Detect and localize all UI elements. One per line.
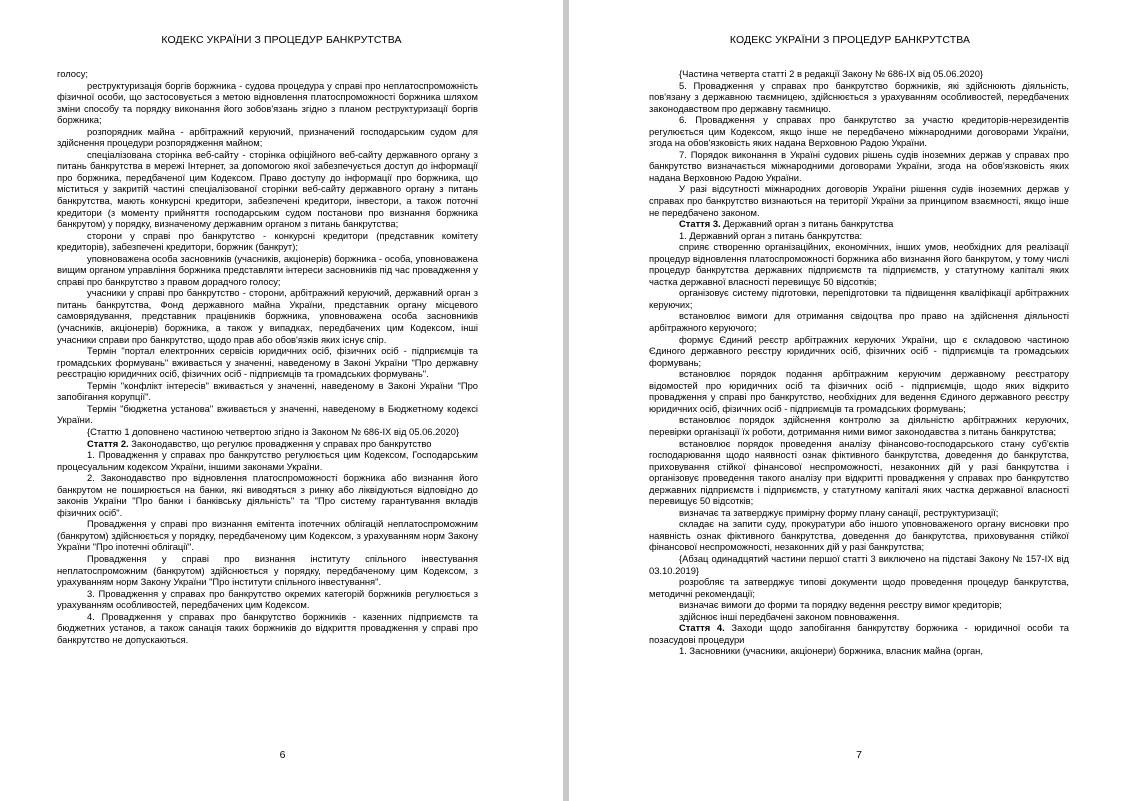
paragraph: 7. Порядок виконання в Україні судових рішень судів іноземних держав у справах про банкрутство визначається міжнародними договорами України, згода на обов'язковість яких надана Верховною Радою України.: [649, 148, 1069, 183]
article-heading: Стаття 4.: [679, 622, 725, 634]
right-page: [569, 0, 1131, 801]
paragraph: розпорядник майна - арбітражний керуючий, призначений господарським судом для здійснення процедури розпорядження майном;: [57, 125, 478, 149]
left-page: [0, 0, 563, 801]
paragraph: Термін "портал електронних сервісів юридичних осіб, фізичних осіб - підприємців та громадських формувань" вживається у значенні, наведеному в Законі України "Про державну реєстрацію юридичних осіб, фізичних осіб - підприємців та громадських формувань".: [57, 345, 478, 380]
page-number: 7: [856, 749, 862, 761]
paragraph: визначає та затверджує примірну форму плану санації, реструктуризації;: [679, 506, 999, 518]
running-header: КОДЕКС УКРАЇНИ З ПРОЦЕДУР БАНКРУТСТВА: [161, 34, 402, 46]
paragraph: учасники у справі про банкрутство - сторони, арбітражний керуючий, державний орган з питань банкрутства, Фонд державного майна України, представник органу місцевого самоврядування, представник працівників боржника, уповноважена особа засновників (учасників, акціонерів) боржника, а також у випадках, передбачених цим Кодексом, інші учасники справи про банкрутство, щодо прав або обов'язків яких існує спір.: [57, 287, 478, 345]
running-header: КОДЕКС УКРАЇНИ З ПРОЦЕДУР БАНКРУТСТВА: [729, 34, 971, 46]
article-title: Державний орган з питань банкрутства: [720, 218, 894, 230]
paragraph: формує Єдиний реєстр арбітражних керуючих України, що є складовою частиною Єдиного державного реєстру юридичних осіб, фізичних осіб - підприємців та громадських формувань;: [649, 333, 1069, 368]
paragraph: 4. Провадження у справах про банкрутство боржників - казенних підприємств та бюджетних установ, а також санація таких боржників до відкриття провадження у справі про банкрутство не допускаються.: [57, 610, 478, 645]
paragraph: реструктуризація боргів боржника - судова процедура у справі про неплатоспроможність фізичної особи, що застосовується з метою відновлення платоспроможності боржника шляхом зміни способу та порядку виконання його зобов'язань згідно з планом реструктуризації боргів боржника;: [57, 79, 478, 126]
page-body: [57, 68, 478, 645]
paragraph: встановлює порядок проведення аналізу фінансово-господарського стану суб'єктів господарювання щодо наявності ознак фіктивного банкрутства, доведення до банкрутства, приховування стійкої фінансової неспроможності, незаконних дій у разі банкрутства і організовує проведення такого аналізу при відкритті провадження у справах про банкрутство державних підприємств і підприємств, у статутному капіталі яких частка державної власності перевищує 50 відсотків;: [649, 437, 1069, 507]
paragraph: голосу;: [57, 68, 88, 79]
paragraph: 1. Провадження у справах про банкрутство регулюється цим Кодексом, Господарським процесуальним кодексом України, іншими законами України.: [57, 449, 478, 472]
paragraph: сприяє створенню організаційних, економічних, інших умов, необхідних для реалізації процедур відновлення платоспроможності боржника або визнання його банкрутом, у тому числі процедур банкрутства державних підприємств та підприємств, у статутному капіталі яких частка державної власності перевищує 50 відсотків;: [649, 241, 1069, 287]
paragraph: Термін "конфлікт інтересів" вживається у значенні, наведеному в Законі України "Про запобігання корупції".: [57, 379, 478, 403]
paragraph: {Абзац одинадцятий частини першої статті 3 виключено на підставі Закону № 157-IX від 03.10.2019}: [649, 552, 1069, 576]
paragraph: сторони у справі про банкрутство - конкурсні кредитори (представник комітету кредиторів), забезпечені кредитори, боржник (банкрут);: [57, 229, 478, 253]
article-heading: Стаття 2.: [87, 437, 129, 449]
paragraph: Термін "бюджетна установа" вживається у значенні, наведеному в Бюджетному кодексі України.: [57, 402, 478, 426]
paragraph: [649, 218, 1069, 230]
article-title: Заходи щодо запобігання банкрутству боржника - юридичної особи та позасудові процедури: [649, 622, 1069, 645]
paragraph: встановлює порядок подання арбітражним керуючим державному реєстратору відомостей про юридичних осіб та фізичних осіб - підприємців, щодо яких відкрито провадження у справі про банкрутство, необхідних для ведення Єдиного державного реєстру юридичних осіб, фізичних осіб - підприємців та громадських формувань;: [649, 368, 1069, 414]
page-number: 6: [279, 749, 286, 761]
paragraph: здійснює інші передбачені законом повноваження.: [679, 610, 900, 622]
paragraph: встановлює вимоги для отримання свідоцтва про право на здійснення діяльності арбітражного керуючого;: [649, 310, 1069, 334]
paragraph: 5. Провадження у справах про банкрутство боржників, які здійснюють діяльність, пов'язану з державною таємницею, здійснюється з урахуванням особливостей, передбачених законодавством про державну таємницю.: [649, 79, 1069, 114]
paragraph: Провадження у справі про визнання емітента іпотечних облігацій неплатоспроможним (банкрутом) здійснюється у порядку, передбаченому цим Кодексом, з урахуванням норм Закону України "Про іпотечні облігації".: [57, 518, 478, 553]
paragraph: [57, 438, 478, 450]
page-body: [649, 68, 1069, 657]
article-title: Законодавство, що регулює провадження у справах про банкрутство: [128, 437, 432, 449]
paragraph: 3. Провадження у справах про банкрутство окремих категорій боржників регулюється з урахуванням особливостей, передбачених цим Кодексом.: [57, 587, 478, 611]
paragraph: 1. Державний орган з питань банкрутства:: [679, 229, 863, 241]
paragraph: визначає вимоги до форми та порядку ведення реєстру вимог кредиторів;: [679, 599, 1002, 611]
paragraph: організовує систему підготовки, перепідготовки та підвищення кваліфікації арбітражних керуючих;: [649, 287, 1069, 310]
paragraph: встановлює порядок здійснення контролю за діяльністю арбітражних керуючих, перевірки організації їх роботи, дотримання ними вимог законодавства з питань банкрутства;: [649, 414, 1069, 437]
paragraph: складає на запити суду, прокуратури або іншого уповноваженого органу висновки про наявність ознак фіктивного банкрутства, доведення до банкрутства, приховування стійкої фінансової неспроможності, незаконних дій у разі банкрутства;: [649, 518, 1069, 553]
paragraph: Провадження у справі про визнання інституту спільного інвестування неплатоспроможним (банкрутом) здійснюється у порядку, передбаченому цим Кодексом, з урахуванням норм Закону України "Про інститути спільного інвестування".: [57, 552, 478, 588]
paragraph: розробляє та затверджує типові документи щодо проведення процедур банкрутства, методичні рекомендації;: [649, 576, 1069, 599]
paragraph: 2. Законодавство про відновлення платоспроможності боржника або визнання його банкрутом не поширюється на банки, які виводяться з ринку або ліквідуються відповідно до законів України "Про банки і банківську діяльність" та "Про систему гарантування вкладів фізичних осіб".: [57, 472, 478, 518]
paragraph: {Статтю 1 доповнено частиною четвертою згідно із Законом № 686-IX від 05.06.2020}: [87, 425, 460, 437]
paragraph: 6. Провадження у справах про банкрутство за участю кредиторів-нерезидентів регулюється цим Кодексом, якщо інше не передбачено міжнародними договорами України, згода на обов'язковість яких надана Верховною Радою України.: [649, 114, 1069, 149]
paragraph: {Частина четверта статті 2 в редакції Закону № 686-IX від 05.06.2020}: [679, 68, 984, 79]
paragraph: 1. Засновники (учасники, акціонери) боржника, власник майна (орган,: [679, 645, 983, 657]
paragraph: спеціалізована сторінка веб-сайту - сторінка офіційного веб-сайту державного органу з питань банкрутства в мережі Інтернет, за допомогою якої забезпечується доступ до інформації про боржника, передбаченої цим Кодексом. Право доступу до інформації про боржника, що міститься у закритій частині спеціалізованої сторінки веб-сайту державного органу з питань банкрутства, мають конкурсні кредитори, забезпечені кредитори, інвестори, а також поточні кредитори (з моменту прийняття господарським судом постанови про визнання боржника банкрутом) у порядку, визначеному державним органом з питань банкрутства;: [57, 148, 478, 230]
paragraph: [649, 622, 1069, 645]
paragraph: уповноважена особа засновників (учасників, акціонерів) боржника - особа, уповноважена вищим органом управління боржника представляти інтереси засновників під час провадження у справі про банкрутство з правом дорадчого голосу;: [57, 252, 478, 287]
article-heading: Стаття 3.: [679, 218, 721, 230]
paragraph: У разі відсутності міжнародних договорів України рішення судів іноземних держав у справах про банкрутство визнаються на території України за принципом взаємності, якщо інше не передбачено законом.: [649, 183, 1069, 218]
